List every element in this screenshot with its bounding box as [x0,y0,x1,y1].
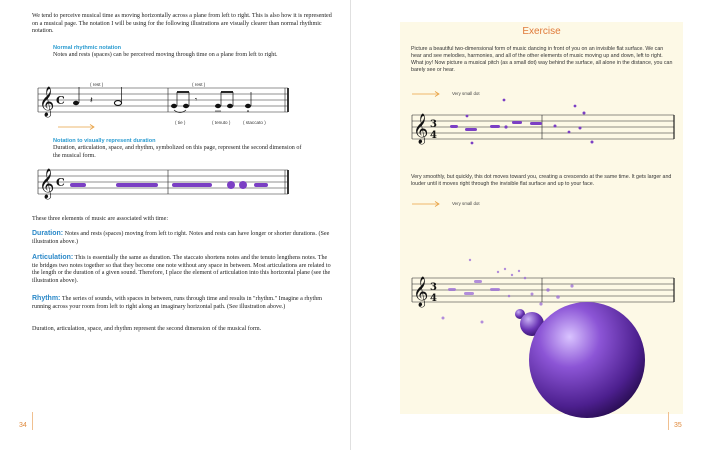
rest-label-2: ( rest ) [192,82,206,87]
arrow-1 [412,90,442,98]
normal-notation-text: Notes and rests (spaces) can be perceived moving through time on a plane from left to right. [53,52,278,58]
svg-text:𝄽: 𝄽 [90,96,93,106]
articulation-paragraph [32,254,332,285]
rhythm-paragraph [32,295,332,311]
visual-notation-text: Duration, articulation, space, and rhythm, symbolized on this page, represent the second dimension of the musical form. [53,145,302,159]
right-page-number: 35 [674,422,682,429]
svg-text:𝄞: 𝄞 [39,169,55,199]
rest-label-1: ( rest ) [90,82,104,87]
duration-paragraph [32,230,332,246]
normal-notation-staff [38,84,298,144]
elements-intro: These three elements of music are associated with time: [32,216,169,222]
tenuto-label: ( tenuto ) [212,120,231,125]
normal-notation-heading: Normal rhythmic notation [53,45,122,51]
svg-text:3: 3 [430,119,437,130]
articulation-term: Articulation: [32,254,74,261]
intro-paragraph: We tend to perceive musical time as moving horizontally across a plane from left to right. This is also how it is represented on a musical page. The notation I will be using for the following illustrations are visually clearer than normal rhythmic notation. [32,13,332,35]
articulation-text: This is essentially the same as duration. The staccato shortens notes and the tenuto lengthens notes. The tie bridges two notes together so that they become one note without any space in between. Most articulations are related to the length or the duration of a given sound. Therefore, I place the element of articulation into this horizontal plane (see the illustration above). [32,255,331,284]
svg-text:4: 4 [430,293,437,304]
rhythm-term: Rhythm: [32,295,61,302]
svg-text:4: 4 [430,130,437,141]
right-page-rule [668,412,669,430]
svg-text:C: C [56,176,65,189]
exercise-staff-2 [412,250,682,415]
svg-text:𝄞: 𝄞 [413,114,429,144]
svg-text:𝄞: 𝄞 [39,87,55,117]
left-page-rule [32,412,33,430]
visual-notation-heading: Notation to visually represent duration [53,138,156,144]
left-page-number: 34 [19,422,27,429]
exercise-paragraph-2: Very smoothly, but quickly, this dot moves toward you, creating a crescendo at the same time. It gets larger and louder until it moves right through the invisible flat surface and up to your face. [411,174,672,188]
arrow-2 [412,200,442,208]
svg-text:3: 3 [430,282,437,293]
duration-text: Notes and rests (spaces) moving from left to right. Notes and rests can have longer or shorter durations. (See illustration above.) [32,231,330,245]
dot-label-1: Very small dot [452,91,480,96]
left-page [0,0,350,450]
svg-text:𝄞: 𝄞 [413,277,429,307]
duration-term: Duration: [32,230,64,237]
visual-notation-staff [38,166,298,206]
exercise-staff-1 [412,100,680,160]
closing-paragraph: Duration, articulation, space, and rhythm represent the second dimension of the musical form. [32,326,262,332]
exercise-title: Exercise [522,26,561,37]
svg-text:C: C [56,94,65,107]
tie-label: ( tie ) [175,120,186,125]
rhythm-text: The series of sounds, with spaces in between, runs through time and results in "rhythm." Imagine a rhythm running across your room from left to right along an imaginary horizontal path. (See illustration above.) [32,296,322,310]
svg-text:𝄾: 𝄾 [195,95,198,104]
dot-label-2: Very small dot [452,201,480,206]
exercise-paragraph-1: Picture a beautiful two-dimensional form of music dancing in front of you on an invisible flat surface. We can hear and see melodies, harmonies, and all of the other elements of music moving up and down, left to right. What joy! Now picture a musical pitch (as a small dot) way behind the surface, all alone in the distance, you can barely see or hear. [411,46,673,74]
staccato-label: ( staccato ) [243,120,266,125]
